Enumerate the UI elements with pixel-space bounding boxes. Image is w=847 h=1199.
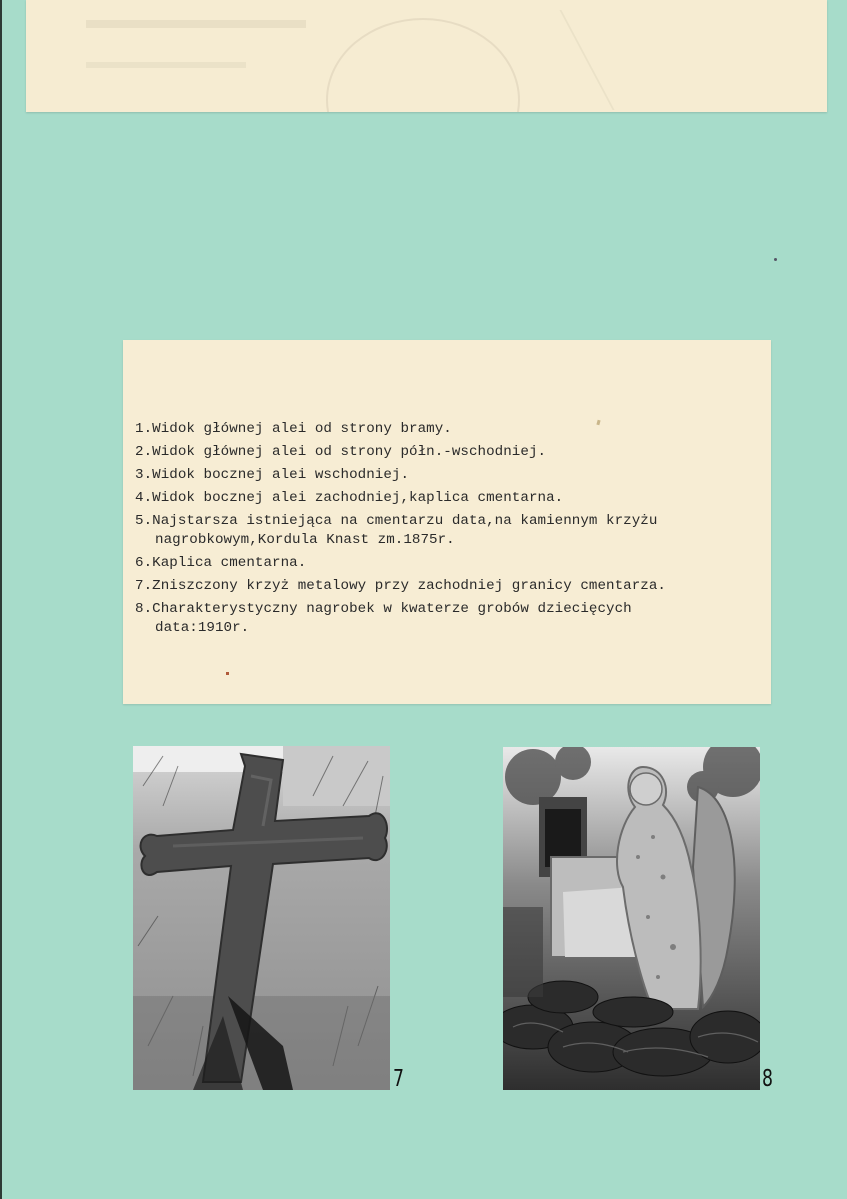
caption-item <box>135 420 761 439</box>
bleed-through-line <box>86 20 306 28</box>
caption-item <box>135 577 761 596</box>
paper-mark <box>226 672 229 675</box>
caption-text: 7.Zniszczony krzyż metalowy przy zachodniej granicy cmentarza. <box>135 578 666 594</box>
bleed-through-line <box>559 10 734 110</box>
speck <box>774 258 777 261</box>
caption-paper-slip <box>123 340 771 704</box>
caption-text: 5.Najstarsza istniejąca na cmentarzu data,na kamiennym krzyżu <box>135 513 658 529</box>
caption-text: 4.Widok bocznej alei zachodniej,kaplica cmentarna. <box>135 490 564 506</box>
caption-list <box>135 420 761 642</box>
photo-number: 7 <box>393 1066 404 1092</box>
caption-item <box>135 512 761 550</box>
caption-text: 3.Widok bocznej alei wschodniej. <box>135 467 410 483</box>
caption-text: 1.Widok głównej alei od strony bramy. <box>135 421 452 437</box>
bleed-through-stamp <box>326 18 520 112</box>
caption-item <box>135 554 761 573</box>
caption-text-continued: data:1910r. <box>155 620 250 636</box>
bleed-through-line <box>86 62 246 68</box>
caption-item <box>135 443 761 462</box>
caption-text: 2.Widok głównej alei od strony półn.-wschodniej. <box>135 444 547 460</box>
top-paper-slip <box>26 0 827 112</box>
caption-item <box>135 489 761 508</box>
angel-gravestone-photo <box>503 747 760 1090</box>
caption-text: 6.Kaplica cmentarna. <box>135 555 307 571</box>
caption-item <box>135 600 761 638</box>
metal-cross-photo <box>133 746 390 1090</box>
caption-item <box>135 466 761 485</box>
caption-text: 8.Charakterystyczny nagrobek w kwaterze grobów dziecięcych <box>135 601 632 617</box>
caption-text-continued: nagrobkowym,Kordula Knast zm.1875r. <box>155 532 455 548</box>
photo-number: 8 <box>762 1066 773 1092</box>
